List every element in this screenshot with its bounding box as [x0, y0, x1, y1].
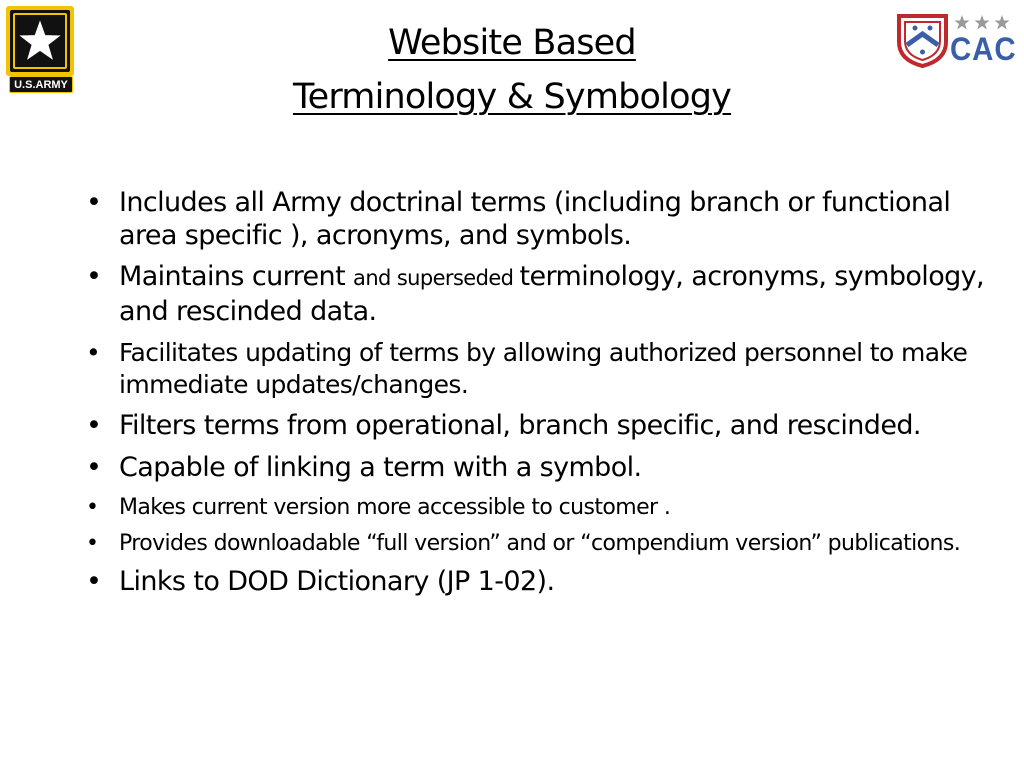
bullet-item: [86, 260, 986, 328]
bullet-text: Filters terms from operational, branch specific, and rescinded.: [119, 410, 921, 441]
army-wordmark: U.S.ARMY: [9, 76, 73, 93]
slide-title: [0, 16, 1024, 124]
bullet-list: [86, 186, 986, 598]
bullet-item: [86, 409, 986, 442]
bullet-item: [86, 186, 986, 252]
bullet-text: Includes all Army doctrinal terms (including branch or functional area specific ), acronyms, and symbols.: [119, 187, 951, 251]
bullet-item: [86, 451, 986, 484]
title-line-1: Website Based: [388, 23, 636, 63]
bullet-text-part: Maintains current: [119, 261, 354, 292]
bullet-text: Facilitates updating of terms by allowing authorized personnel to make immediate updates/changes.: [119, 338, 968, 399]
bullet-text-small-part: and superseded: [353, 266, 520, 290]
cac-wordmark: CAC: [950, 31, 1017, 67]
bullet-item: [86, 493, 986, 523]
bullet-text: Links to DOD Dictionary (JP 1-02).: [119, 566, 555, 597]
bullet-text: Makes current version more accessible to customer .: [119, 495, 671, 520]
bullet-text-part: terminology, acronyms, symbology, and rescinded data.: [119, 261, 985, 327]
bullet-text: Provides downloadable “full version” and or “compendium version” publications.: [119, 531, 961, 556]
bullet-item: [86, 337, 986, 401]
bullet-item: [86, 529, 986, 559]
title-line-2: Terminology & Symbology: [292, 77, 732, 117]
bullet-item: [86, 565, 986, 598]
bullet-text: Capable of linking a term with a symbol.: [119, 452, 642, 483]
